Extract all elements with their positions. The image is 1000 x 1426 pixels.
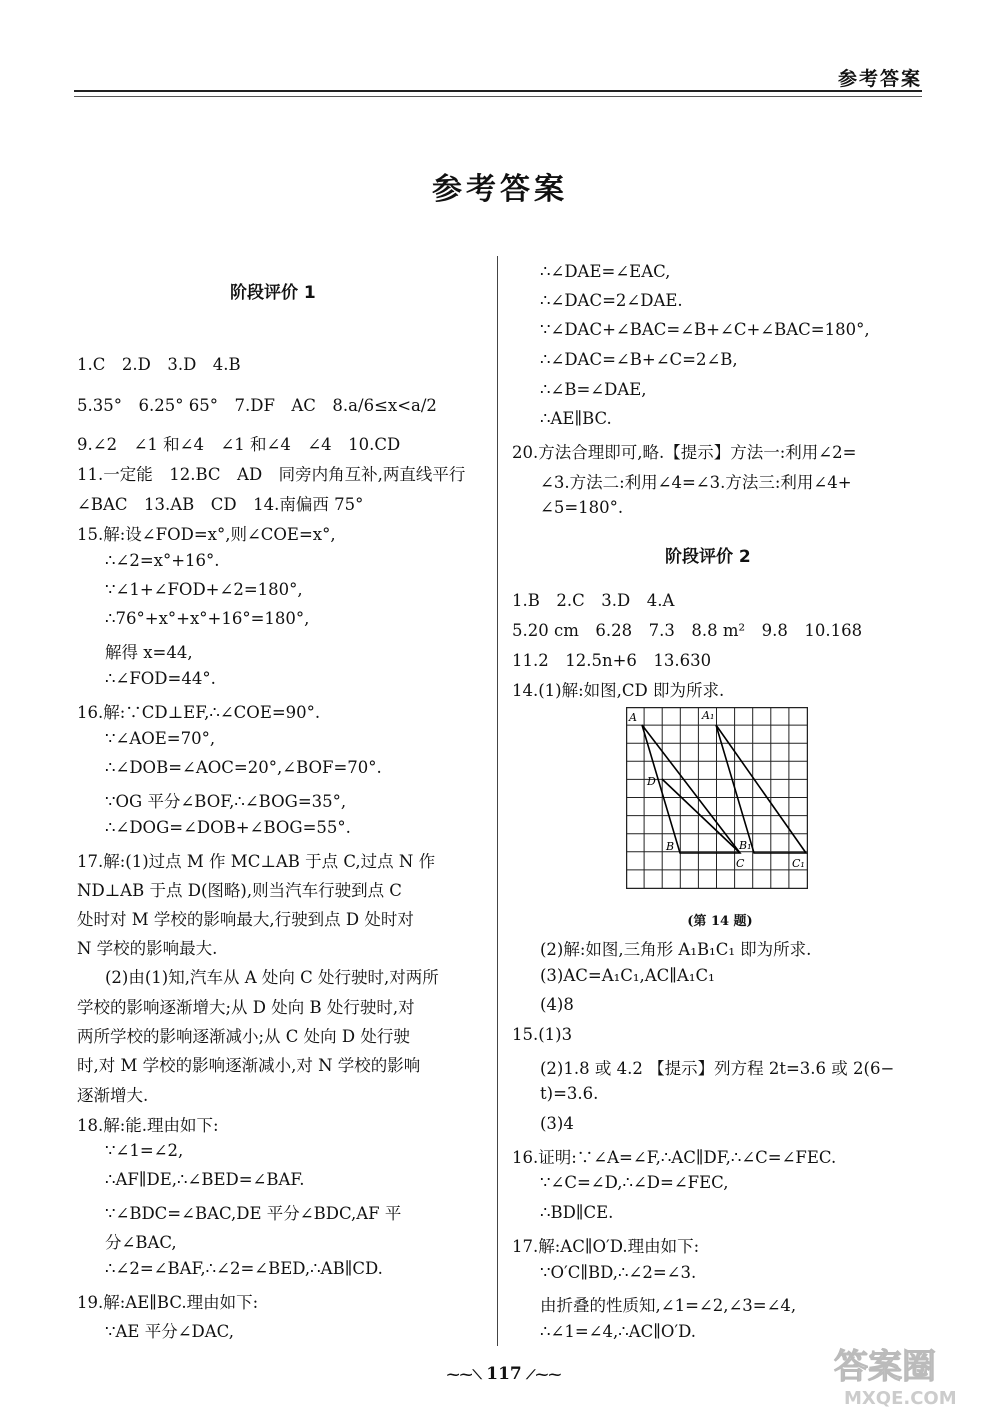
answer-line: ∴∠DOG=∠DOB+∠BOG=55°. [105, 818, 351, 837]
answer-line: 15.解:设∠FOD=x°,则∠COE=x°, [77, 525, 336, 544]
answer-line: 学校的影响逐渐增大;从 D 处向 B 处行驶时,对 [77, 998, 415, 1017]
answer-line: 分∠BAC, [105, 1233, 177, 1252]
label-c: C [736, 857, 745, 870]
answer-line: (3)4 [540, 1114, 574, 1133]
answer-line: ∵∠1+∠FOD+∠2=180°, [105, 580, 303, 599]
answer-line: ∴∠B=∠DAE, [540, 380, 647, 399]
answer-line: (2)解:如图,三角形 A₁B₁C₁ 即为所求. [540, 940, 812, 959]
answer-line: ∴∠2=x°+16°. [105, 551, 220, 570]
answer-line: 解得 x=44, [105, 643, 193, 662]
answer-line: ∵∠BDC=∠BAC,DE 平分∠BDC,AF 平 [105, 1204, 402, 1223]
answer-line: ∵AE 平分∠DAC, [105, 1322, 234, 1341]
answer-line: 处时对 M 学校的影响最大,行驶到点 D 处时对 [77, 910, 414, 929]
answer-line: 20.方法合理即可,略.【提示】方法一:利用∠2= [512, 443, 857, 462]
answer-line: 由折叠的性质知,∠1=∠2,∠3=∠4, [540, 1296, 797, 1315]
answer-line: 16.证明:∵∠A=∠F,∴AC∥DF,∴∠C=∠FEC. [512, 1148, 837, 1167]
section-heading: 阶段评价 2 [665, 547, 751, 567]
answer-line: 11.2 12.5n+6 13.630 [512, 651, 712, 670]
header-title: 参考答案 [837, 68, 922, 90]
answer-line: 1.B 2.C 3.D 4.A [512, 591, 675, 610]
answer-line: N 学校的影响最大. [77, 939, 218, 958]
answer-line: ∴AE∥BC. [540, 409, 612, 428]
figure-caption: (第 14 题) [687, 914, 753, 929]
answer-line: 1.C 2.D 3.D 4.B [77, 355, 241, 374]
answer-line: ∴∠DOB=∠AOC=20°,∠BOF=70°. [105, 758, 382, 777]
answer-line: ∴∠DAC=∠B+∠C=2∠B, [540, 350, 738, 369]
answer-line: ∴∠1=∠4,∴AC∥O′D. [540, 1322, 697, 1341]
answer-line: ∴∠2=∠BAF,∴∠2=∠BED,∴AB∥CD. [105, 1259, 383, 1278]
answer-line: 17.解:AC∥O′D.理由如下: [512, 1237, 700, 1256]
answer-line: ∴BD∥CE. [540, 1203, 614, 1222]
answer-line: ∵OG 平分∠BOF,∴∠BOG=35°, [105, 792, 347, 811]
answer-line: 5.35° 6.25° 65° 7.DF AC 8.a/6≤x<a/2 [77, 396, 437, 415]
label-c1: C₁ [792, 857, 805, 870]
answer-line: (3)AC=A₁C₁,AC∥A₁C₁ [540, 966, 715, 985]
answer-line: 19.解:AE∥BC.理由如下: [77, 1293, 259, 1312]
label-b1: B₁ [739, 839, 752, 852]
answer-line: 9.∠2 ∠1 和∠4 ∠1 和∠4 ∠4 10.CD [77, 435, 401, 454]
label-b: B [666, 840, 675, 853]
page-number-text: 117 [486, 1364, 522, 1384]
answer-line: 两所学校的影响逐渐减小;从 C 处向 D 处行驶 [77, 1027, 410, 1046]
answer-line: ∵∠DAC+∠BAC=∠B+∠C+∠BAC=180°, [540, 320, 870, 339]
answer-line: ∠BAC 13.AB CD 14.南偏西 75° [77, 495, 364, 514]
answer-line: ∴76°+x°+x°+16°=180°, [105, 609, 310, 628]
answer-line: 16.解:∵CD⊥EF,∴∠COE=90°. [77, 703, 321, 722]
page-number: ⁓⁓⟍ 117 ⟋⁓⁓ [446, 1364, 562, 1384]
section-heading: 阶段评价 1 [230, 283, 316, 303]
answer-line: 15.(1)3 [512, 1025, 573, 1044]
answer-line: ∴∠DAC=2∠DAE. [540, 291, 683, 310]
answer-line: 11.一定能 12.BC AD 同旁内角互补,两直线平行 [77, 465, 466, 484]
label-d: D [647, 775, 656, 788]
answer-line: (4)8 [540, 995, 574, 1014]
column-divider [497, 256, 498, 1346]
answer-line: 18.解:能.理由如下: [77, 1116, 219, 1135]
answer-line: ND⊥AB 于点 D(图略),则当汽车行驶到点 C [77, 881, 402, 900]
answer-line: (2)由(1)知,汽车从 A 处向 C 处行驶时,对两所 [105, 968, 439, 987]
watermark-logo [814, 1336, 984, 1410]
label-a: A [629, 711, 637, 724]
answer-line: 5.20 cm 6.28 7.3 8.8 m² 9.8 10.168 [512, 621, 863, 640]
answer-line: 14.(1)解:如图,CD 即为所求. [512, 681, 725, 700]
answer-line: ∵∠C=∠D,∴∠D=∠FEC, [540, 1173, 729, 1192]
answer-line: ∵∠1=∠2, [105, 1141, 184, 1160]
answer-line: ∠3.方法二:利用∠4=∠3.方法三:利用∠4+ [540, 473, 852, 492]
answer-line: (2)1.8 或 4.2 【提示】列方程 2t=3.6 或 2(6− [540, 1059, 895, 1078]
watermark-text: 答案圈 [834, 1347, 936, 1387]
answer-line: ∠5=180°. [540, 498, 624, 517]
answer-line: ∵O′C∥BD,∴∠2=∠3. [540, 1263, 697, 1282]
watermark-svg [814, 1336, 984, 1410]
answer-line: t)=3.6. [540, 1084, 599, 1103]
answer-line: ∴∠FOD=44°. [105, 669, 216, 688]
answer-line: 逐渐增大. [77, 1086, 149, 1105]
answer-line: ∴AF∥DE,∴∠BED=∠BAF. [105, 1170, 305, 1189]
answer-line: 时,对 M 学校的影响逐渐减小,对 N 学校的影响 [77, 1056, 421, 1075]
answer-line: ∴∠DAE=∠EAC, [540, 262, 671, 281]
label-a1: A₁ [702, 709, 715, 722]
watermark-site: MXQE.COM [844, 1388, 957, 1409]
answer-line: 17.解:(1)过点 M 作 MC⊥AB 于点 C,过点 N 作 [77, 852, 436, 871]
answer-line: ∵∠AOE=70°, [105, 729, 216, 748]
page-title: 参考答案 [432, 172, 568, 207]
